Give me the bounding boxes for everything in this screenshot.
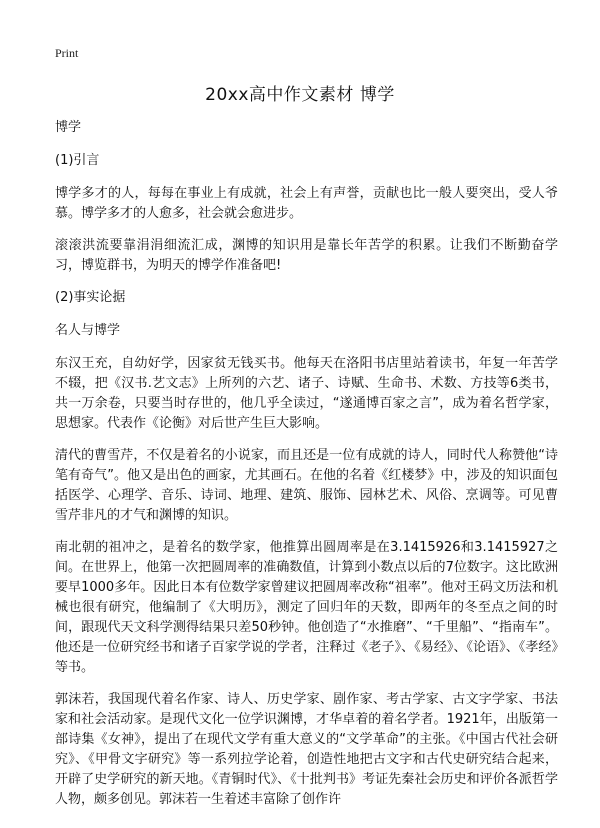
intro-paragraph-2: 滚滚洪流要靠涓涓细流汇成，渊博的知识用是靠长年苦学的积累。让我们不断勤奋学习，博览群书，为明天的博学作准备吧! [55,238,558,273]
paragraph-wang-chong: 东汉王充，自幼好学，因家贫无钱买书。他每天在洛阳书店里站着读书，年复一年苦学不辍，把《汉书.艺文志》上所列的六艺、诸子、诗赋、生命书、术数、方技等6类书，共一万余卷，只要当时存世的，他几乎全读过，“遂通博百家之言”，成为着名哲学家，思想家。代表作《论衡》对后世产生巨大影响。 [55,356,558,431]
facts-heading: (2)事实论据 [55,290,126,305]
document-title: 20xx高中作文素材 博学 [205,85,395,105]
famous-people-heading: 名人与博学 [55,323,121,338]
paragraph-zu-chongzhi: 南北朝的祖冲之，是着名的数学家，他推算出圆周率是在3.1415926和3.1415927之间。在世界上，他第一次把圆周率的准确数值，计算到小数点以后的7位数字。这比欧洲要早1000多年。因此日本有位数学家曾建议把圆周率改称“祖率”。他对王码文历法和机械也很有研究，他编制了《大明历》，测定了回归年的天数，即两年的冬至点之间的时间，跟现代天文科学测得结果只差50秒钟。他创造了“水推磨”、“千里船”、“指南车”。他还是一位研究经书和诸子百家学说的学者，注释过《老子》、《易经》、《论语》、《孝经》等书。 [55,540,558,675]
paragraph-guo-moruo: 郭沫若，我国现代着名作家、诗人、历史学家、剧作家、考古学家、古文字学家、书法家和社会活动家。是现代文化一位学识渊博，才华卓着的着名学者。1921年，出版第一部诗集《女神》，提出了在现代文学有重大意义的“文学革命”的主张。《中国古代社会研究》、《甲骨文字研究》等一系列拉学论着，创造性地把古文字和古代史研究结合起来，开辟了史学研究的新天地。《青铜时代》、《十批判书》考证先秦社会历史和评价各派哲学人物，颇多创见。郭沫若一生着述丰富除了创作许 [55,692,558,807]
section-title: 博学 [55,120,82,135]
document-body [55,118,558,822]
paragraph-cao-xueqin: 清代的曹雪芹，不仅是着名的小说家，而且还是一位有成就的诗人，同时代人称赞他“诗笔有奇气”。他又是出色的画家，尤其画石。在他的名着《红楼梦》中，涉及的知识面包括医学、心理学、音乐、诗词、地理、建筑、服饰、园林艺术、风俗、烹调等。可见曹雪芹非凡的才气和渊博的知识。 [55,448,558,523]
intro-paragraph-1: 博学多才的人，每每在事业上有成就，社会上有声誉，贡献也比一般人要突出，受人爷慕。博学多才的人愈多，社会就会愈进步。 [55,186,558,221]
print-label: Print [55,46,79,60]
intro-heading: (1)引言 [55,153,100,168]
